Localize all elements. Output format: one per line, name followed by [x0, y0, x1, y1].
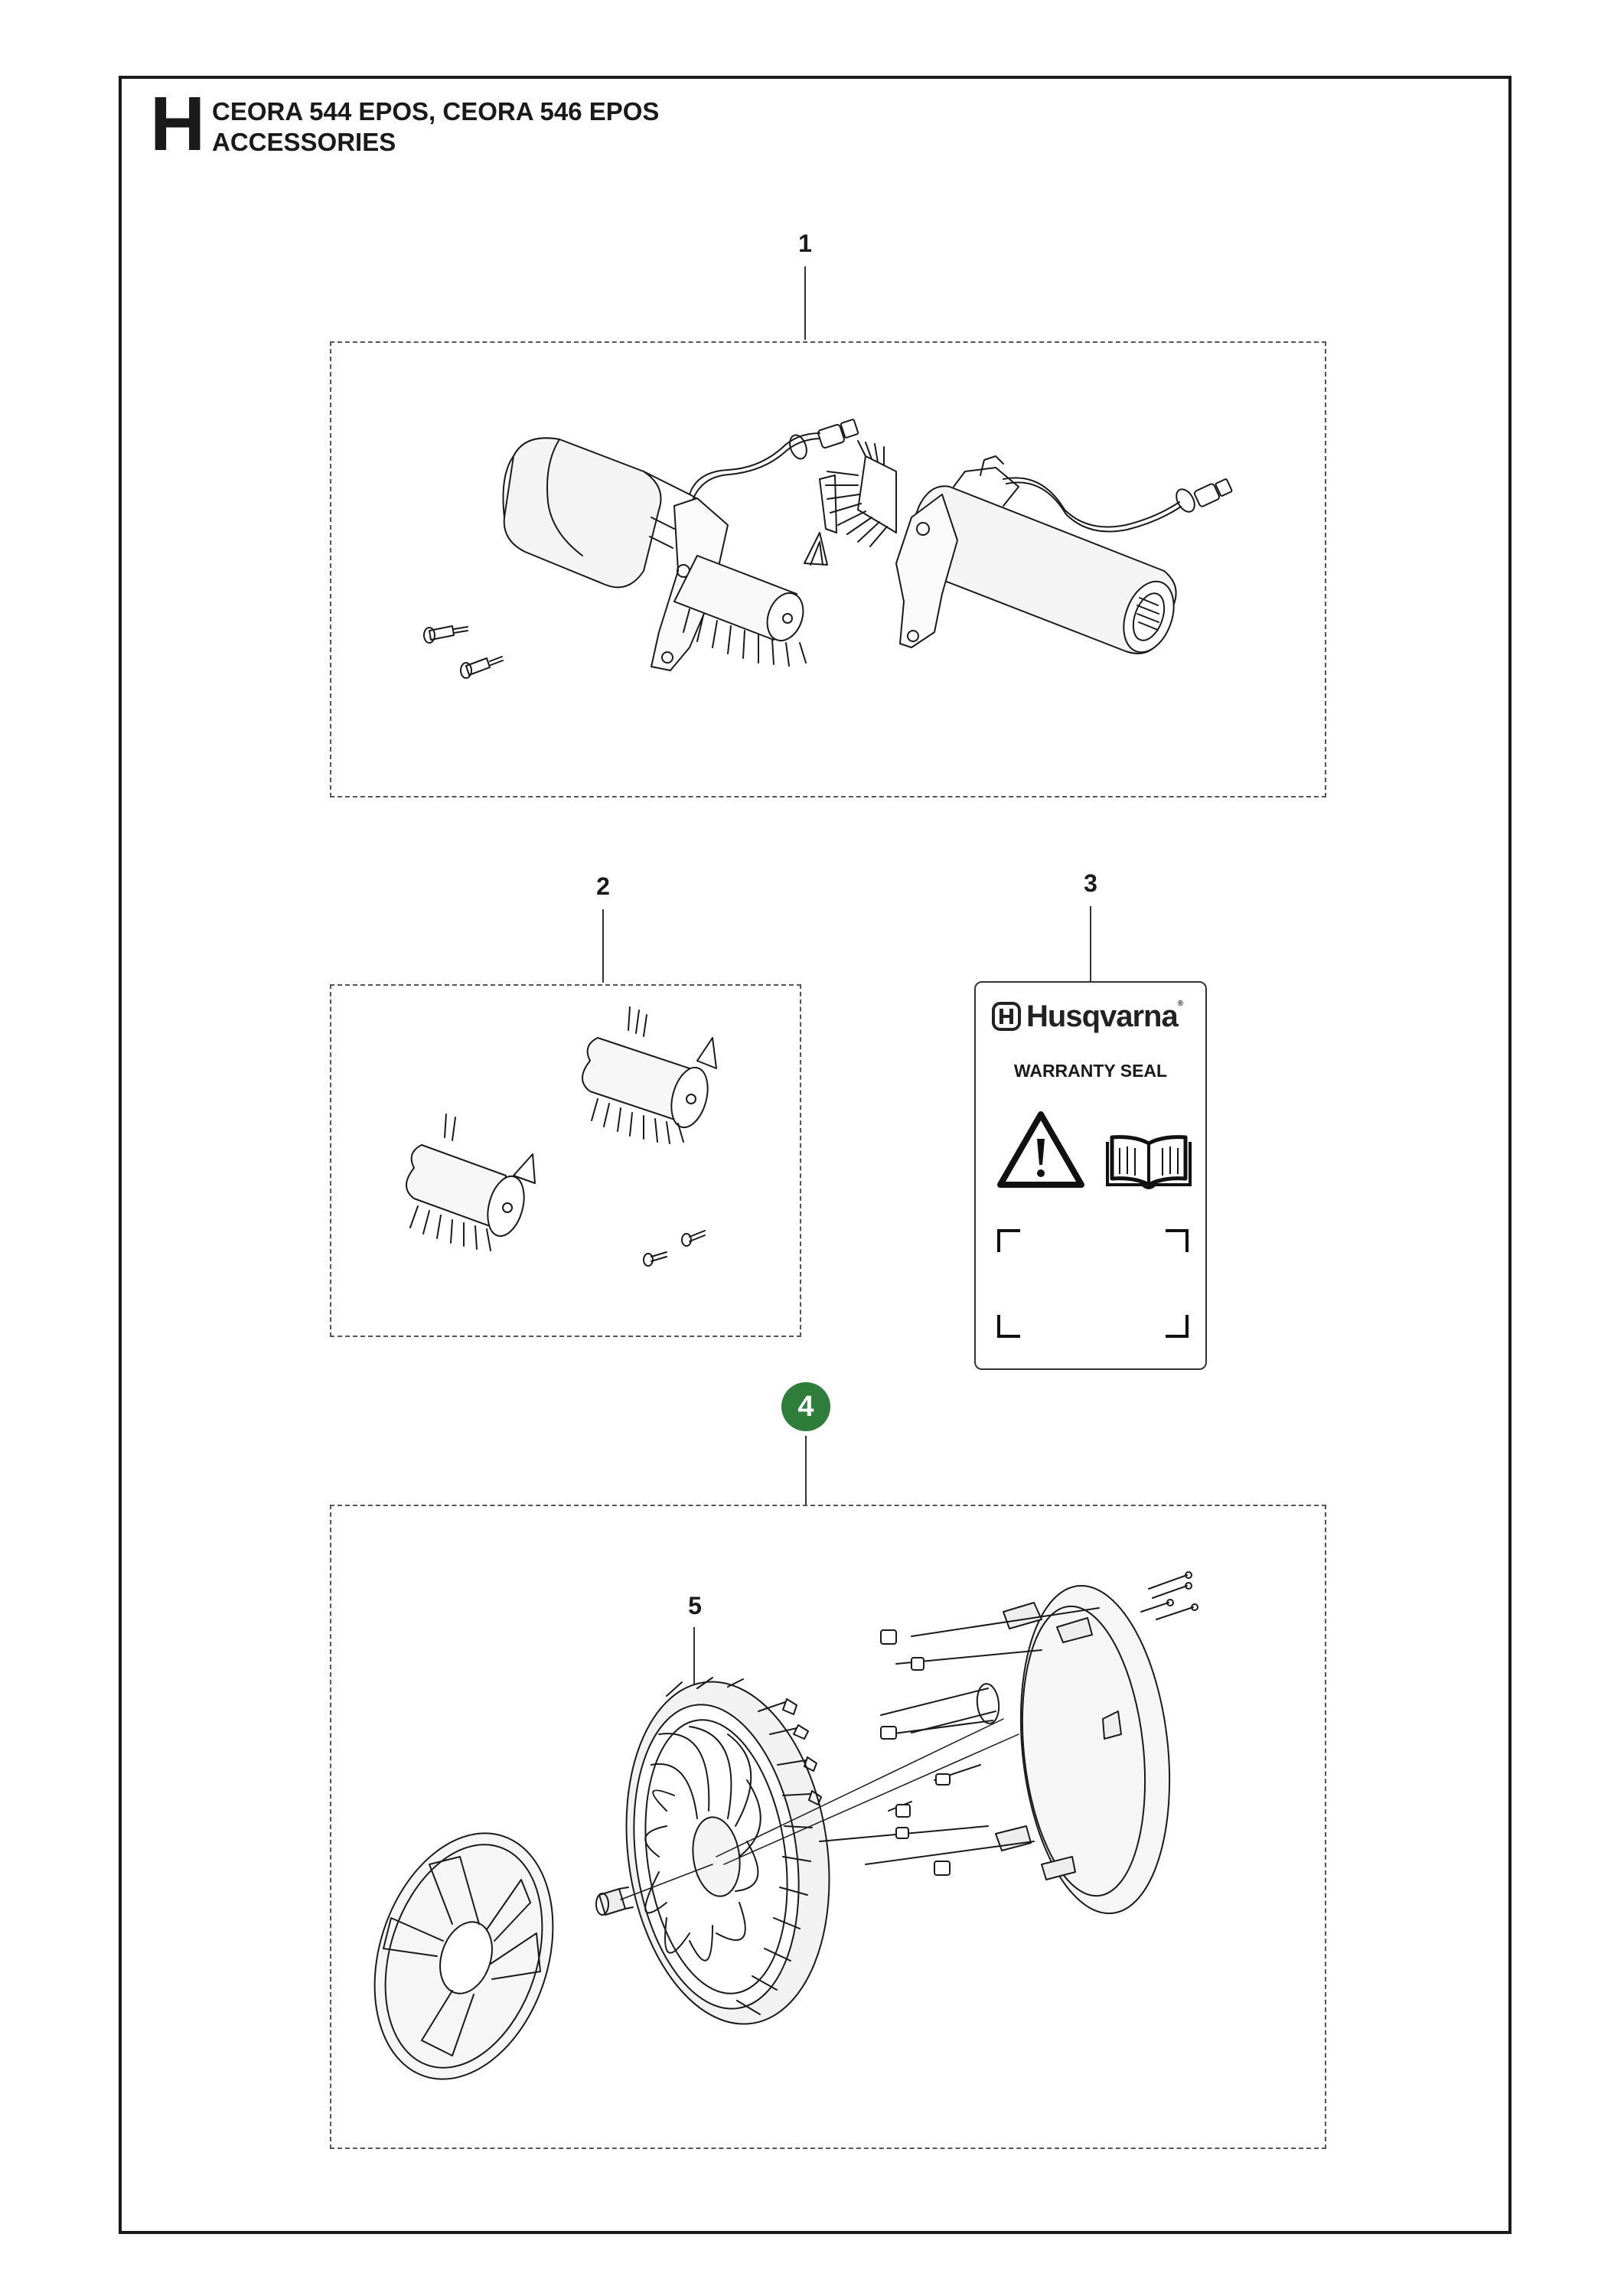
section-letter: H: [150, 81, 206, 167]
drive-wheel: [605, 1668, 850, 2037]
leader-1: [804, 266, 806, 340]
callout-4-badge[interactable]: 4: [781, 1382, 830, 1431]
brush-motor-kit-illustration: [330, 341, 1326, 797]
open-book-icon: [1104, 1133, 1193, 1189]
left-motor-unit: [504, 419, 859, 670]
husqvarna-crown-icon: [991, 1001, 1022, 1032]
axle-nut: [596, 1887, 633, 1915]
title-models: CEORA 544 EPOS, CEORA 546 EPOS: [212, 97, 660, 126]
right-motor-unit: [820, 441, 1232, 659]
husqvarna-logo: [991, 1000, 1182, 1033]
seal-corner-marks: [997, 1229, 1189, 1338]
wheel-flange: [881, 1578, 1185, 1921]
callout-2[interactable]: 2: [596, 872, 610, 900]
warranty-seal-text: WARRANTY SEAL: [1013, 1061, 1168, 1081]
warranty-seal-label[interactable]: [974, 981, 1207, 1370]
small-screws: [644, 1231, 705, 1266]
mounting-screws: [424, 626, 503, 678]
hub-cap: [344, 1810, 582, 2102]
callout-5[interactable]: 5: [688, 1592, 702, 1619]
title-category: ACCESSORIES: [212, 128, 396, 156]
callout-1[interactable]: 1: [798, 230, 812, 257]
leader-3: [1090, 906, 1091, 981]
callout-3[interactable]: 3: [1084, 869, 1097, 897]
leader-4: [805, 1436, 807, 1505]
page-title: [212, 96, 659, 158]
wheel-kit-illustration: [330, 1505, 1326, 2149]
brand-name: Husqvarna®: [1026, 999, 1183, 1033]
leader-2: [602, 909, 604, 983]
warning-triangle-icon: [996, 1110, 1086, 1189]
brush-wheel-upper: [582, 1007, 716, 1143]
brush-wheels-illustration: [330, 984, 801, 1337]
brush-wheel-lower: [406, 1114, 535, 1251]
